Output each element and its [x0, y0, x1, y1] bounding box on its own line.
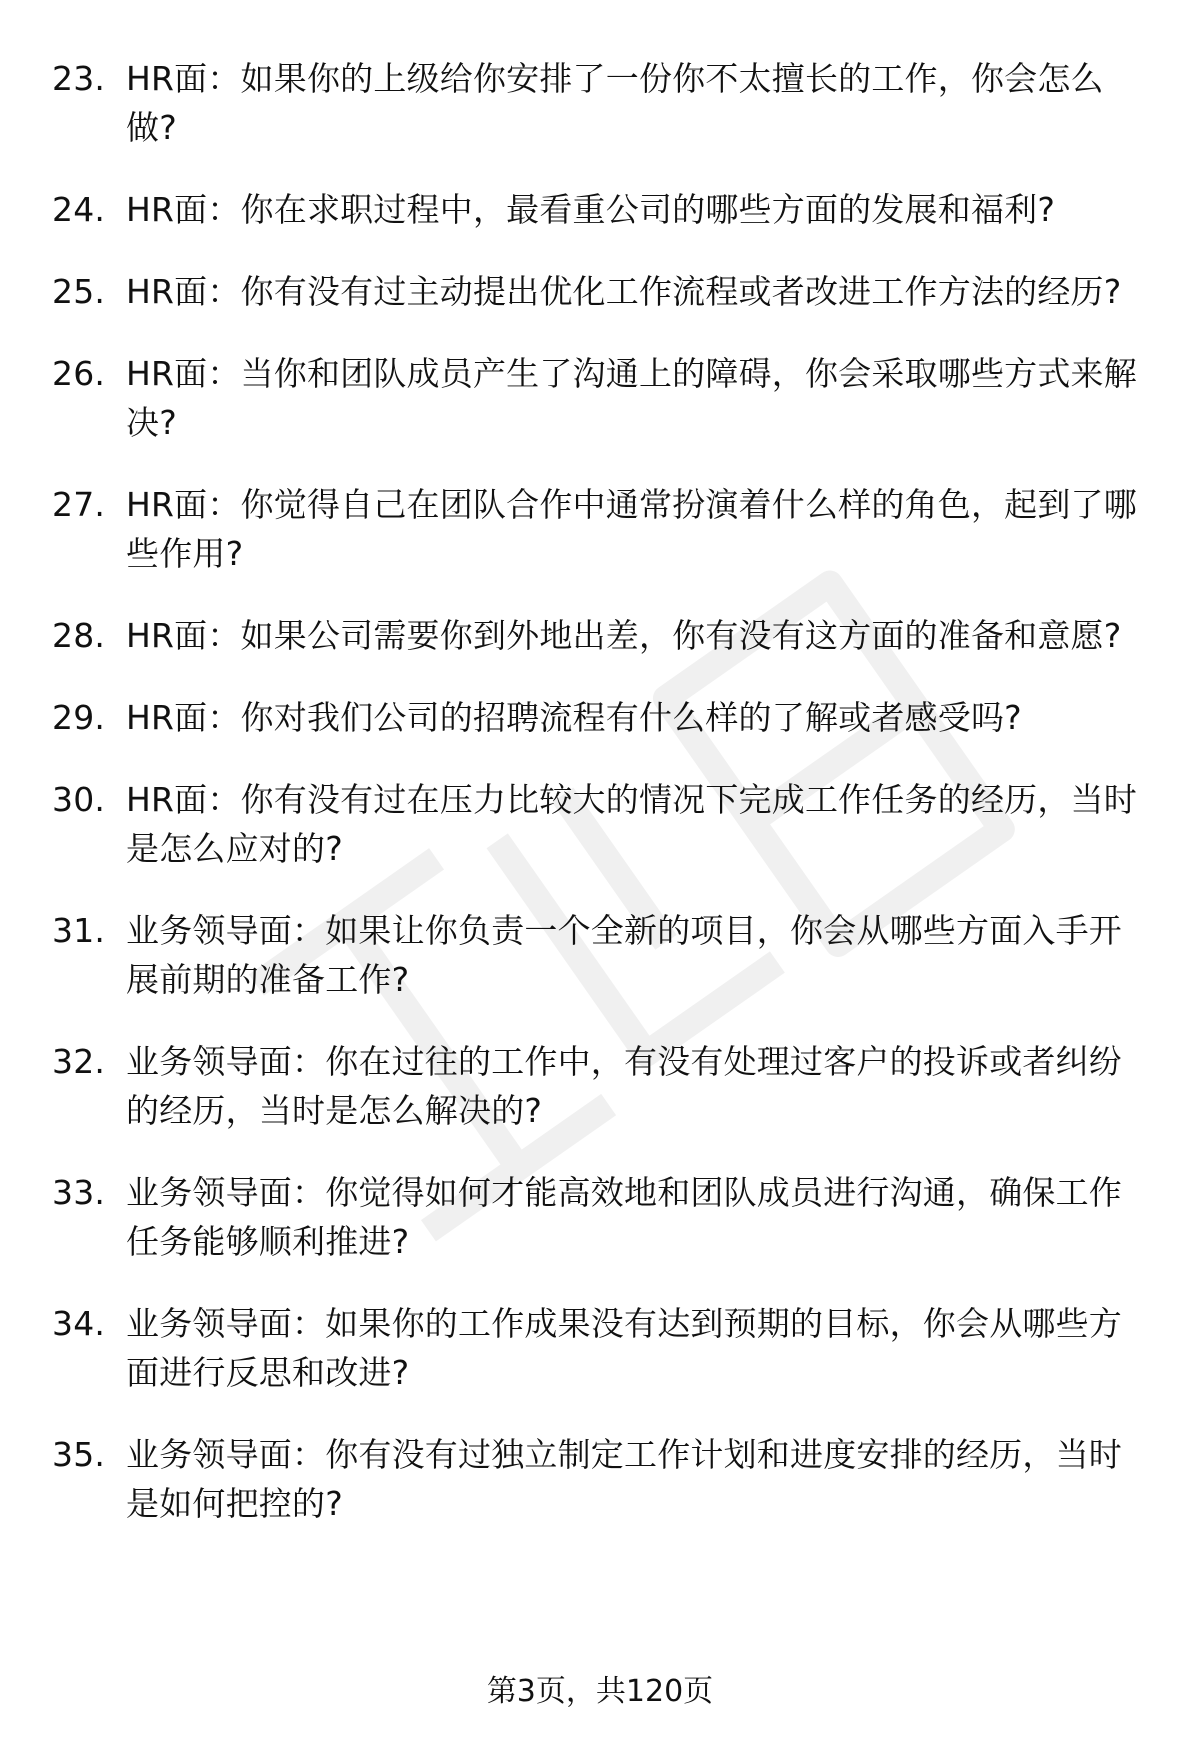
list-item: [52, 693, 1152, 742]
question-list: [52, 54, 1152, 1561]
question-number: 30.: [52, 780, 106, 819]
question-text: HR面：你对我们公司的招聘流程有什么样的了解或者感受吗?: [126, 698, 1022, 737]
list-item: [52, 480, 1152, 578]
list-item: [52, 185, 1152, 234]
list-item: [52, 1299, 1152, 1397]
question-text: HR面：当你和团队成员产生了沟通上的障碍，你会采取哪些方式来解决?: [126, 354, 1137, 442]
list-item: [52, 1037, 1152, 1135]
question-number: 25.: [52, 272, 106, 311]
question-text: 业务领导面：你觉得如何才能高效地和团队成员进行沟通，确保工作任务能够顺利推进?: [126, 1173, 1122, 1261]
question-number: 32.: [52, 1042, 106, 1081]
list-item: [52, 349, 1152, 447]
question-text: HR面：你有没有过在压力比较大的情况下完成工作任务的经历，当时是怎么应对的?: [126, 780, 1137, 868]
list-item: [52, 611, 1152, 660]
list-item: [52, 906, 1152, 1004]
question-number: 28.: [52, 616, 106, 655]
question-number: 26.: [52, 354, 106, 393]
question-number: 29.: [52, 698, 106, 737]
page-footer: 第3页，共120页: [486, 1674, 714, 1709]
question-text: 业务领导面：你在过往的工作中，有没有处理过客户的投诉或者纠纷的经历，当时是怎么解决的?: [126, 1042, 1122, 1130]
question-text: HR面：如果你的上级给你安排了一份你不太擅长的工作，你会怎么做?: [126, 59, 1104, 147]
list-item: [52, 1168, 1152, 1266]
question-text: 业务领导面：如果你的工作成果没有达到预期的目标，你会从哪些方面进行反思和改进?: [126, 1304, 1122, 1392]
list-item: [52, 54, 1152, 152]
question-text: HR面：如果公司需要你到外地出差，你有没有这方面的准备和意愿?: [126, 616, 1122, 655]
list-item: [52, 1430, 1152, 1528]
list-item: [52, 775, 1152, 873]
question-number: 31.: [52, 911, 106, 950]
question-text: HR面：你在求职过程中，最看重公司的哪些方面的发展和福利?: [126, 190, 1056, 229]
question-text: 业务领导面：你有没有过独立制定工作计划和进度安排的经历，当时是如何把控的?: [126, 1435, 1122, 1523]
question-number: 35.: [52, 1435, 106, 1474]
question-text: HR面：你觉得自己在团队合作中通常扮演着什么样的角色，起到了哪些作用?: [126, 485, 1137, 573]
question-number: 27.: [52, 485, 106, 524]
question-number: 34.: [52, 1304, 106, 1343]
question-number: 24.: [52, 190, 106, 229]
question-number: 33.: [52, 1173, 106, 1212]
question-text: HR面：你有没有过主动提出优化工作流程或者改进工作方法的经历?: [126, 272, 1122, 311]
list-item: [52, 267, 1152, 316]
question-number: 23.: [52, 59, 106, 98]
question-text: 业务领导面：如果让你负责一个全新的项目，你会从哪些方面入手开展前期的准备工作?: [126, 911, 1122, 999]
